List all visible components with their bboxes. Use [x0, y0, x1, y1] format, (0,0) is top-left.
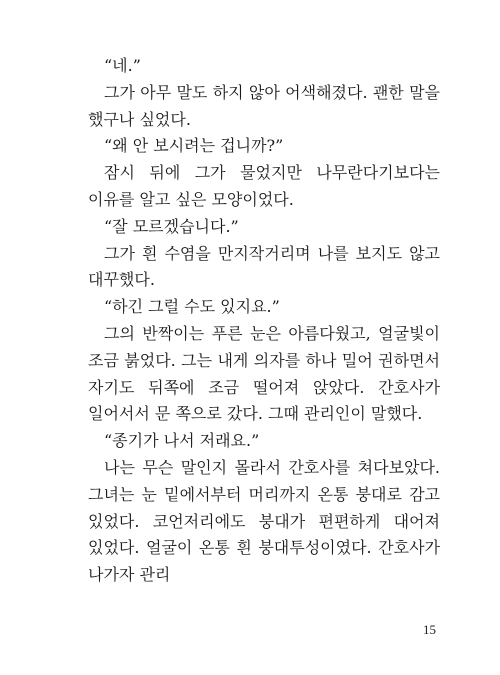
page-number: 15 [423, 622, 436, 637]
paragraph-dialogue: “왜 안 보시려는 겁니까?” [104, 136, 284, 156]
paragraph-dialogue: “하긴 그럴 수도 있지요.” [104, 297, 280, 317]
paragraph-narration: 그가 아무 말도 하지 않아 어색해졌다. 괜한 말을 했구나 싶었다. [88, 82, 440, 129]
paragraph-dialogue: “네.” [104, 56, 141, 75]
paragraph-narration: 그의 반짝이는 푸른 눈은 아름다웠고, 얼굴빛이 조금 붉었다. 그는 내게 의자를 하나 밀어 권하면서 자기도 뒤쪽에 조금 떨어져 앉았다. 간호사가 일어서서 문 쪽으로 갔다. 그때 관리인이 말했다. [88, 323, 440, 424]
paragraph-narration: 나는 무슨 말인지 몰라서 간호사를 쳐다보았다. 그녀는 눈 밑에서부터 머리까지 온통 붕대로 감고 있었다. 코언저리에도 붕대가 편편하게 대어져 있었다. 얼굴이 온통 흰 붕대투성이였다. 간호사가 나가자 관리 [88, 457, 440, 585]
paragraph-dialogue: “종기가 나서 저래요.” [104, 431, 260, 451]
paragraph-dialogue: “잘 모르겠습니다.” [104, 216, 239, 236]
paragraph-narration: 잠시 뒤에 그가 물었지만 나무란다기보다는 이유를 알고 싶은 모양이었다. [88, 163, 440, 209]
body-text [88, 53, 440, 589]
paragraph-narration: 그가 흰 수염을 만지작거리며 나를 보지도 않고 대꾸했다. [88, 243, 440, 290]
